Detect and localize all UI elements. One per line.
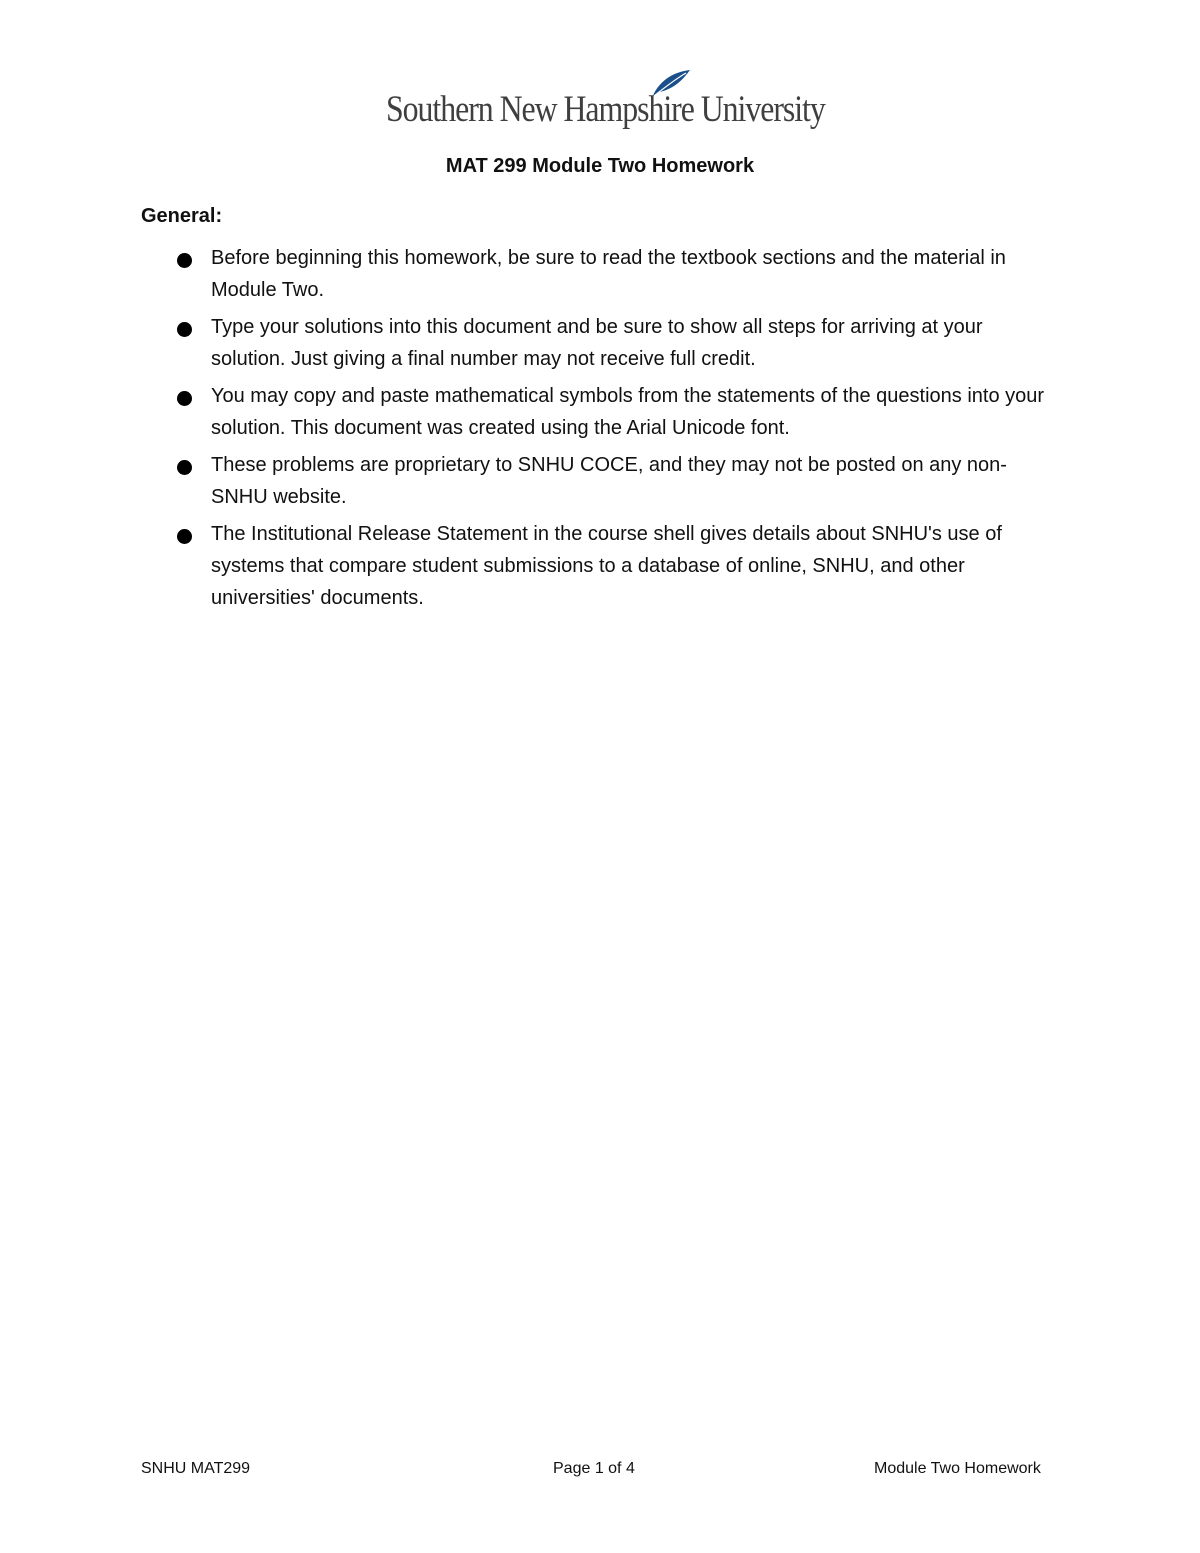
- logo-wordmark: Southern New Hampshire University: [386, 89, 825, 130]
- bullet-icon: [177, 253, 192, 268]
- bullet-text: The Institutional Release Statement in the course shell gives details about SNHU's use of systems that compare student submissions to a database of online, SNHU, and other universities' documents.: [211, 523, 1002, 609]
- section-heading-general: General:: [141, 205, 223, 227]
- bullet-icon: [177, 460, 192, 475]
- footer-course: SNHU MAT299: [141, 1460, 251, 1477]
- bullet-icon: [177, 322, 192, 337]
- bullet-text: You may copy and paste mathematical symbols from the statements of the questions into your solution. This document was created using the Arial Unicode font.: [211, 385, 1045, 439]
- footer-page-number: Page 1 of 4: [553, 1460, 635, 1477]
- document-title: MAT 299 Module Two Homework: [445, 155, 755, 177]
- university-logo: [386, 66, 825, 138]
- bullet-icon: [177, 391, 192, 406]
- bullet-text: Type your solutions into this document and be sure to show all steps for arriving at your solution. Just giving a final number may not receive full credit.: [211, 316, 983, 370]
- footer-module: Module Two Homework: [874, 1460, 1041, 1477]
- bullet-text: These problems are proprietary to SNHU COCE, and they may not be posted on any non-SNHU website.: [211, 454, 1007, 508]
- bullet-icon: [177, 529, 192, 544]
- bullet-text: Before beginning this homework, be sure to read the textbook sections and the material in Module Two.: [211, 247, 1006, 301]
